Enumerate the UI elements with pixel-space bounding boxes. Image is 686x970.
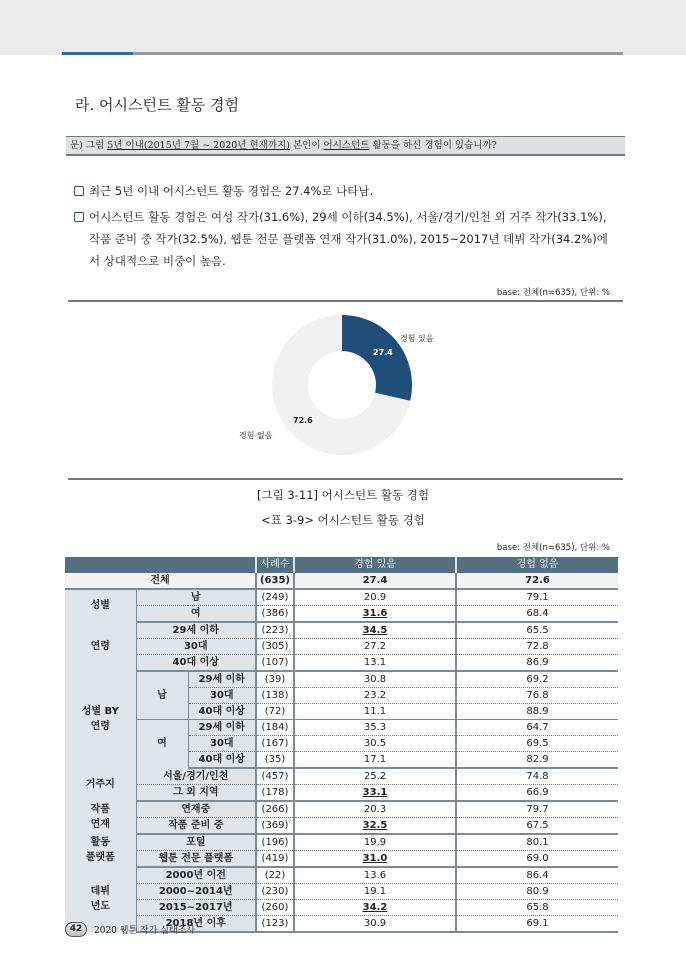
summary-bullets <box>74 180 614 276</box>
table-row-total <box>65 573 618 589</box>
cell-n: (167) <box>256 735 294 751</box>
cell-no: 76.8 <box>456 687 618 703</box>
header-n: 사례수 <box>256 557 294 573</box>
cell-n: (386) <box>256 605 294 622</box>
cell-yes-highlight: 32.5 <box>362 819 388 831</box>
cell-no: 88.9 <box>456 703 618 719</box>
table-caption: <표 3-9> 어시스턴트 활동 경험 <box>261 513 425 527</box>
row-label: 2000~2014년 <box>136 883 256 899</box>
assistant-experience-table <box>65 557 618 933</box>
cell-n: (305) <box>256 638 294 654</box>
chart-top-rule <box>68 300 623 302</box>
footer-title: 2020 웹툰 작가 실태조사 <box>94 926 196 936</box>
row-label: 연재중 <box>136 801 256 818</box>
cell-n: (266) <box>256 801 294 818</box>
cell-no: 69.1 <box>456 915 618 932</box>
legend-no-label: 경험 없음 <box>239 431 273 440</box>
table-row <box>65 784 618 801</box>
cell-n: (249) <box>256 589 294 606</box>
cell-n: (419) <box>256 850 294 867</box>
row-label: 40대 이상 <box>136 654 256 671</box>
table-row <box>65 883 618 899</box>
row-label: 웹툰 전문 플랫폼 <box>136 850 256 867</box>
table-row <box>65 719 618 735</box>
cell-n: (196) <box>256 834 294 851</box>
table-row <box>65 622 618 639</box>
checkbox-bullet-icon <box>74 186 84 196</box>
slice-experience <box>342 315 412 401</box>
row-label: 작품 준비 중 <box>136 817 256 834</box>
cell-no: 68.4 <box>456 605 618 622</box>
cell-yes: 19.9 <box>294 834 456 851</box>
row-label: 그 외 지역 <box>136 784 256 801</box>
cell-no: 79.7 <box>456 801 618 818</box>
table-header-row <box>65 557 618 573</box>
question-mid: 본인이 <box>289 140 324 151</box>
group-label: 성별 <box>65 589 136 622</box>
row-label: 서울/경기/인천 <box>136 768 256 785</box>
row-label: 포털 <box>136 834 256 851</box>
group-label: 연령 <box>65 622 136 671</box>
header-yes: 경험 있음 <box>294 557 456 573</box>
table-row <box>65 834 618 851</box>
table-row <box>65 899 618 915</box>
cell-no: 86.9 <box>456 654 618 671</box>
row-label: 전체 <box>65 573 256 589</box>
page-footer <box>65 922 195 937</box>
row-label: 40대 이상 <box>188 751 256 768</box>
cell-no: 72.6 <box>456 573 618 589</box>
cell-yes: 30.8 <box>294 671 456 688</box>
cell-n: (35) <box>256 751 294 768</box>
cell-no: 79.1 <box>456 589 618 606</box>
table-base-note: base: 전체(n=635), 단위: % <box>496 543 610 553</box>
cell-yes: 13.6 <box>294 867 456 884</box>
cell-no: 65.5 <box>456 622 618 639</box>
cell-yes: 19.1 <box>294 883 456 899</box>
cell-no: 80.1 <box>456 834 618 851</box>
cell-no: 86.4 <box>456 867 618 884</box>
figure-caption: [그림 3-11] 어시스턴트 활동 경험 <box>257 488 429 502</box>
value-no-label: 72.6 <box>293 416 313 425</box>
cell-yes: 20.3 <box>294 801 456 818</box>
cell-yes-highlight: 31.0 <box>362 852 388 864</box>
bullet-item <box>74 206 614 272</box>
subgroup-label-male: 남 <box>136 671 188 720</box>
cell-n: (230) <box>256 883 294 899</box>
subgroup-label-female: 여 <box>136 719 188 768</box>
cell-yes: 13.1 <box>294 654 456 671</box>
survey-question <box>66 136 625 156</box>
group-label: 데뷔 년도 <box>65 867 136 932</box>
cell-yes: 20.9 <box>294 589 456 606</box>
cell-no: 66.9 <box>456 784 618 801</box>
cell-n: (635) <box>256 573 294 589</box>
header-no: 경험 없음 <box>456 557 618 573</box>
cell-yes: 27.4 <box>294 573 456 589</box>
table-row <box>65 867 618 884</box>
cell-no: 69.2 <box>456 671 618 688</box>
cell-no: 65.8 <box>456 899 618 915</box>
cell-yes: 27.2 <box>294 638 456 654</box>
cell-no: 80.9 <box>456 883 618 899</box>
row-label: 여 <box>136 605 256 622</box>
cell-yes-highlight: 34.5 <box>362 624 388 636</box>
row-label: 남 <box>136 589 256 606</box>
table-row <box>65 768 618 785</box>
cell-yes-highlight: 33.1 <box>362 786 388 798</box>
cell-no: 69.0 <box>456 850 618 867</box>
cell-no: 69.5 <box>456 735 618 751</box>
chart-base-note: base: 전체(n=635), 단위: % <box>496 288 610 298</box>
question-suffix: 활동을 하신 경험이 있습니까? <box>369 140 497 151</box>
cell-n: (184) <box>256 719 294 735</box>
table-row <box>65 671 618 688</box>
cell-no: 67.5 <box>456 817 618 834</box>
bullet-text: 어시스턴트 활동 경험은 여성 작가(31.6%), 29세 이하(34.5%), 서울/경기/인천 외 거주 작가(33.1%), 작품 준비 중 작가(32.5%), 웹툰 전문 플랫폼 연재 작가(31.0%), 2015~2017년 데뷔 작가(34.2%)에서 상대적으로 비중이 높음. <box>89 210 608 268</box>
row-label: 30대 <box>136 638 256 654</box>
header-blank <box>65 557 256 573</box>
row-label: 2015~2017년 <box>136 899 256 915</box>
row-label: 2000년 이전 <box>136 867 256 884</box>
cell-n: (138) <box>256 687 294 703</box>
cell-no: 72.8 <box>456 638 618 654</box>
row-label: 30대 <box>188 735 256 751</box>
row-label: 29세 이하 <box>136 622 256 639</box>
group-label: 성별 BY 연령 <box>65 671 136 768</box>
header-accent <box>62 52 133 55</box>
row-label: 40대 이상 <box>188 703 256 719</box>
cell-yes: 23.2 <box>294 687 456 703</box>
cell-yes: 17.1 <box>294 751 456 768</box>
cell-n: (260) <box>256 899 294 915</box>
table-row <box>65 801 618 818</box>
cell-yes: 30.9 <box>294 915 456 932</box>
cell-n: (39) <box>256 671 294 688</box>
cell-yes: 35.3 <box>294 719 456 735</box>
row-label: 2018년 이후 <box>136 915 256 932</box>
cell-no: 74.8 <box>456 768 618 785</box>
cell-n: (72) <box>256 703 294 719</box>
cell-n: (178) <box>256 784 294 801</box>
value-yes-label: 27.4 <box>373 348 393 357</box>
donut-chart <box>220 305 470 455</box>
group-label: 작품 연재 <box>65 801 136 834</box>
question-assistant: 어시스턴트 <box>323 140 370 151</box>
table-row <box>65 589 618 606</box>
page-number-badge: 42 <box>65 922 87 937</box>
table-row <box>65 605 618 622</box>
cell-n: (123) <box>256 915 294 932</box>
cell-no: 82.9 <box>456 751 618 768</box>
question-period: 5년 이내(2015년 7월 ~ 2020년 현재까지) <box>107 140 290 151</box>
chart-bottom-rule <box>68 478 623 480</box>
table-row <box>65 817 618 834</box>
cell-yes: 25.2 <box>294 768 456 785</box>
checkbox-bullet-icon <box>74 212 84 222</box>
cell-yes: 11.1 <box>294 703 456 719</box>
bullet-item <box>74 180 614 202</box>
group-label: 활동 플랫폼 <box>65 834 136 867</box>
cell-yes: 30.5 <box>294 735 456 751</box>
question-prefix: 문) 그럼 <box>70 140 108 151</box>
cell-yes-highlight: 34.2 <box>362 901 388 913</box>
cell-n: (22) <box>256 867 294 884</box>
page-header-band <box>0 0 686 55</box>
cell-no: 64.7 <box>456 719 618 735</box>
section-title: 라. 어시스턴트 활동 경험 <box>75 96 239 114</box>
header-rule <box>62 52 623 55</box>
table-row <box>65 850 618 867</box>
group-label: 거주지 <box>65 768 136 801</box>
table-row <box>65 654 618 671</box>
legend-yes-label: 경험 있음 <box>400 334 434 343</box>
cell-n: (369) <box>256 817 294 834</box>
cell-n: (457) <box>256 768 294 785</box>
cell-yes-highlight: 31.6 <box>362 607 388 619</box>
bullet-text: 최근 5년 이내 어시스턴트 활동 경험은 27.4%로 나타남. <box>89 184 374 198</box>
row-label: 30대 <box>188 687 256 703</box>
row-label: 29세 이하 <box>188 719 256 735</box>
cell-n: (107) <box>256 654 294 671</box>
table-row <box>65 638 618 654</box>
cell-n: (223) <box>256 622 294 639</box>
row-label: 29세 이하 <box>188 671 256 688</box>
